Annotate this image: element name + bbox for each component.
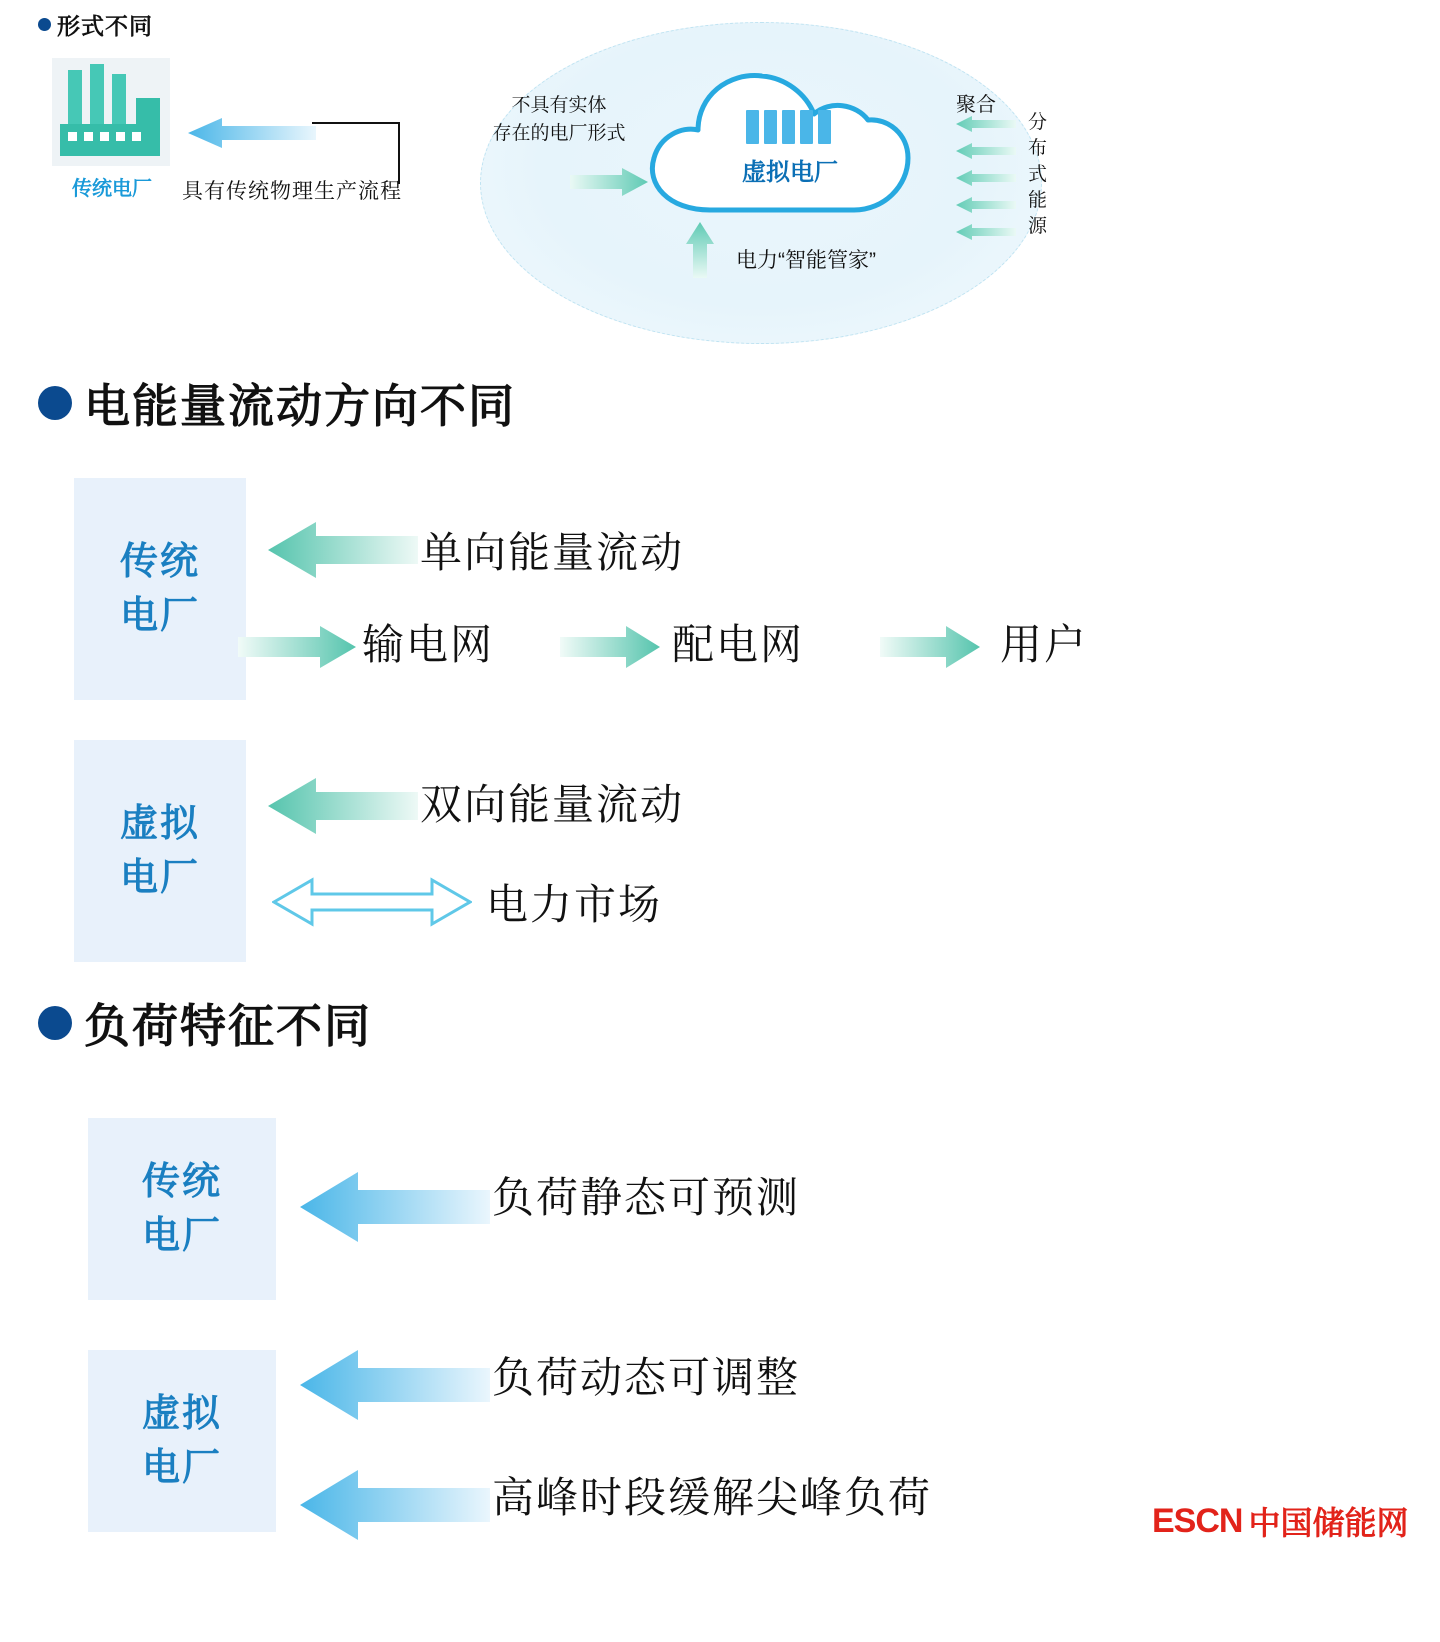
distributed-energy-label: 分 布 式 能 源 (1028, 112, 1048, 237)
bullet-dot-icon (38, 386, 72, 420)
label-unidirectional-flow: 单向能量流动 (420, 529, 685, 576)
arrow-load-static-icon (300, 1172, 490, 1242)
label-power-market: 电力市场 (486, 881, 663, 928)
card-virtual-plant-load (88, 1350, 276, 1532)
arrow-flow-2-icon (560, 626, 660, 668)
arrow-flow-3-icon (880, 626, 980, 668)
bullet-dot-icon (38, 1006, 72, 1040)
section-3-title-text: 负荷特征不同 (84, 1000, 372, 1052)
card-label-line2: 电厂 (141, 1215, 222, 1257)
section-2-title-text: 电能量流动方向不同 (84, 380, 516, 432)
aggregate-label: 聚合 (956, 94, 996, 116)
aggregation-arrows (956, 116, 1016, 240)
arrow-unidirectional-icon (268, 522, 418, 578)
card-label-line1: 传统 (119, 541, 200, 583)
label-load-dynamic: 负荷动态可调整 (492, 1354, 801, 1401)
section-1-title (38, 8, 153, 41)
arrow-into-cloud-icon (570, 168, 648, 196)
smart-housekeeper-label: 电力“智能管家” (736, 249, 876, 272)
card-virtual-plant-flow (74, 740, 246, 962)
card-label-line1: 虚拟 (141, 1393, 222, 1435)
vpp-bars-icon (746, 108, 838, 144)
flow-node-transmission: 输电网 (362, 621, 495, 668)
double-arrow-icon (272, 876, 472, 928)
arrow-load-dynamic-icon (300, 1350, 490, 1420)
aggregate-arrow-icon (956, 143, 1016, 159)
aggregate-arrow-icon (956, 170, 1016, 186)
watermark-brand: ESCN (1152, 1501, 1243, 1540)
section-3-title (38, 990, 372, 1056)
traditional-plant-label: 传统电厂 (72, 178, 152, 200)
bullet-dot-icon (38, 18, 51, 31)
physical-process-label: 具有传统物理生产流程 (182, 180, 402, 203)
card-traditional-plant-load (88, 1118, 276, 1300)
aggregate-arrow-icon (956, 116, 1016, 132)
arrow-to-plant-icon (188, 118, 316, 148)
label-bidirectional-flow: 双向能量流动 (420, 781, 685, 828)
card-label-line1: 传统 (141, 1161, 222, 1203)
aggregate-arrow-icon (956, 224, 1016, 240)
vpp-cloud-label: 虚拟电厂 (742, 159, 838, 186)
label-load-static: 负荷静态可预测 (492, 1174, 801, 1221)
card-label-line2: 电厂 (141, 1447, 222, 1489)
card-label-line1: 虚拟 (119, 803, 200, 845)
section-1-title-text: 形式不同 (57, 13, 153, 39)
card-traditional-plant-flow (74, 478, 246, 700)
arrow-up-to-cloud-icon (686, 222, 714, 278)
arrow-flow-1-icon (238, 626, 356, 668)
section-2-title (38, 370, 516, 436)
flow-node-user: 用户 (1000, 621, 1089, 668)
connector-line (312, 122, 400, 124)
flow-node-distribution: 配电网 (672, 621, 805, 668)
watermark (1152, 1498, 1408, 1544)
card-label-line2: 电厂 (119, 857, 200, 899)
aggregate-arrow-icon (956, 197, 1016, 213)
no-entity-label: 不具有实体 存在的电厂形式 (492, 95, 626, 144)
traditional-plant-icon (52, 58, 170, 166)
watermark-brand-cn: 中国储能网 (1248, 1505, 1409, 1541)
label-peak-shaving: 高峰时段缓解尖峰负荷 (492, 1474, 933, 1521)
card-label-line2: 电厂 (119, 595, 200, 637)
arrow-bidirectional-label-icon (268, 778, 418, 834)
arrow-peak-shaving-icon (300, 1470, 490, 1540)
